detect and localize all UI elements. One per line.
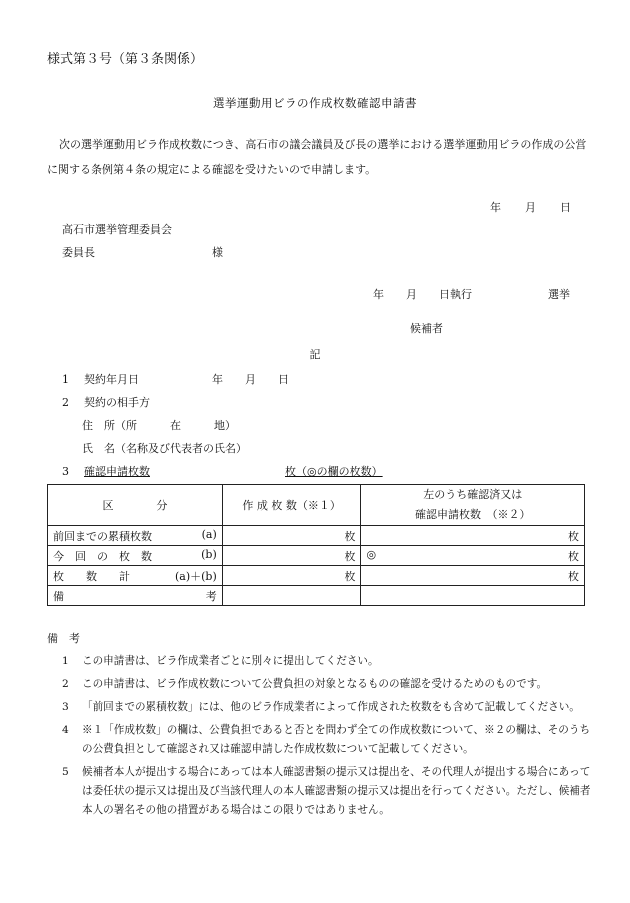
note-text: 「前回までの累積枚数」には、他のビラ作成業者によって作成された枚数をも含めて記載してください。 [82,701,580,713]
header-confirmed-count [361,485,585,526]
day-label: 日 [560,201,571,214]
row-created-cell[interactable]: 枚 [222,566,361,586]
month-label: 月 [245,373,256,386]
note-text: この申請書は、ビラ作成業者ごとに別々に提出してください。 [82,655,379,667]
row-created-cell[interactable]: 枚 [222,546,361,566]
note-text: 候補者本人が提出する場合にあっては本人確認書類の提示又は提出を、その代理人が提出する場合にあっては委任状の提示又は提出及び当該代理人の本人確認書類の提示又は提出を行ってください。ただし、候補者本人の署名その他の措置がある場合はこの限りではありません。 [82,766,591,816]
header-category [48,485,223,526]
row-tag: (a) [201,527,217,541]
item-label: 確認申請枚数 [84,465,150,478]
note-number: 1 [62,655,69,667]
confirm-unit: 枚（◎の欄の枚数） [285,465,383,478]
year-label: 年 [212,373,223,386]
addressee: 高石市選挙管理委員会 [62,223,172,236]
note-number: 5 [62,766,69,778]
day-label: 日 [278,373,289,386]
election-day: 日執行 [439,288,472,301]
item-number: 2 [62,396,69,409]
table-row [48,546,585,566]
year-label: 年 [490,201,501,214]
election-year: 年 [373,288,384,301]
row-mark: ◎ [366,547,377,561]
note-item [47,763,592,820]
note-item [47,698,592,717]
header-category-a: 区 [102,499,114,512]
row-unit: 枚 [568,529,579,543]
partner-name: 氏 名（名称及び代表者の氏名） [82,442,247,455]
header-category-b: 分 [156,499,168,512]
row-confirmed-cell[interactable] [361,526,585,546]
note-text: ※１「作成枚数」の欄は、公費負担であると否とを問わず全ての作成枚数について、※２の欄は、そのうちの公費負担として確認され又は確認申請した作成枚数について記載してください。 [82,724,591,755]
item-partner [62,394,150,410]
row-unit: 枚 [568,569,579,583]
remarks-cell[interactable] [222,586,361,606]
notes-heading: 備 考 [47,632,80,645]
note-text: この申請書は、ビラ作成枚数について公費負担の対象となるものの確認を受けるためのものです。 [82,678,548,690]
remarks-cell[interactable] [361,586,585,606]
chair-line [62,244,223,260]
row-label: 枚 数 計 [53,569,130,583]
confirm-underline [84,465,383,478]
remarks-a: 備 [53,589,64,603]
item-contract-date [62,371,289,387]
header-confirmed-line1: 左のうち確認済又は [423,488,523,501]
header-confirmed-line2: 確認申請枚数 （※２） [414,508,531,521]
item-number: 1 [62,373,69,386]
election-line [373,286,570,302]
item-label: 契約年月日 [84,373,139,386]
count-table [47,484,585,606]
table-row [48,526,585,546]
row-tag: (b) [201,547,217,561]
ki-heading: 記 [309,348,321,361]
header-created-count: 作 成 枚 数（※１） [222,485,361,526]
month-label: 月 [525,201,536,214]
table-header-row [48,485,585,526]
item-label: 契約の相手方 [84,396,150,409]
note-number: 4 [62,724,69,736]
row-tag: (a)＋(b) [175,569,217,583]
honorific: 様 [212,246,223,259]
notes-list [47,652,592,824]
partner-address: 住 所（所 在 地） [82,419,236,432]
note-item [47,675,592,694]
form-number: 様式第３号（第３条関係） [47,52,204,67]
item-number: 3 [62,465,69,478]
contract-date-fields [212,371,311,387]
note-number: 3 [62,701,69,713]
item-confirm-count [62,463,383,479]
row-label: 今 回 の 枚 数 [53,549,152,563]
chair-label: 委員長 [62,246,95,259]
row-created-cell[interactable]: 枚 [222,526,361,546]
note-number: 2 [62,678,69,690]
election-month: 月 [406,288,417,301]
table-row-remarks [48,586,585,606]
intro-paragraph: 次の選挙運動用ビラ作成枚数につき、高石市の議会議員及び長の選挙における選挙運動用ビラの作成の公営に関する条例第４条の規定による確認を受けたいので申請します。 [47,138,587,176]
table-row [48,566,585,586]
note-item [47,652,592,671]
row-confirmed-cell[interactable] [361,546,585,566]
row-confirmed-cell[interactable] [361,566,585,586]
remarks-b: 考 [205,589,217,603]
application-date [490,199,571,215]
document-title: 選挙運動用ビラの作成枚数確認申請書 [213,96,417,110]
row-unit: 枚 [568,549,579,563]
row-label: 前回までの累積枚数 [53,529,152,543]
election-kind: 選挙 [548,288,570,301]
candidate-label: 候補者 [410,322,443,335]
note-item [47,721,592,759]
